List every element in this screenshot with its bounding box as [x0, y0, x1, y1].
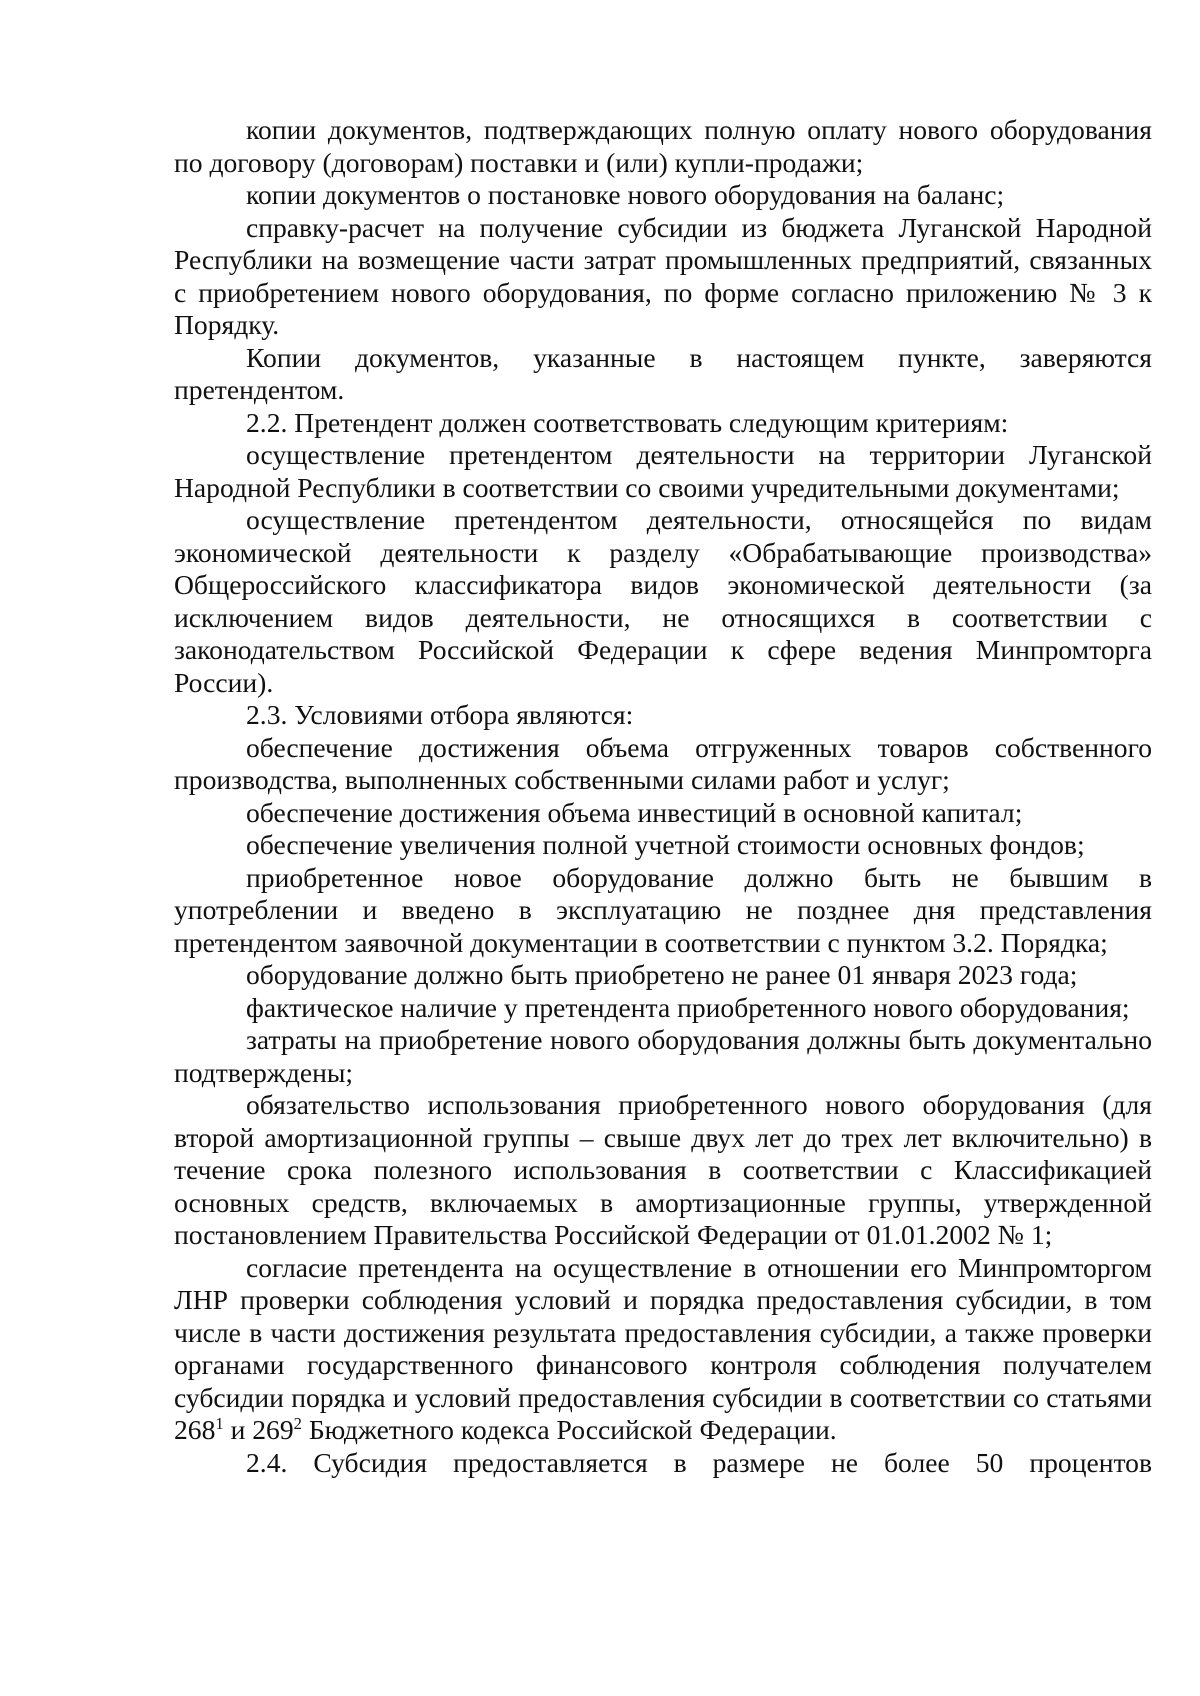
condition-new-equipment: приобретенное новое оборудование должно быть не бывшим в употреблении и введено в эксплуатацию не позднее дня представления претендентом заявочной документации в соответствии с пунктом 3.2. Порядка;: [174, 861, 1152, 958]
condition-costs-documented: затраты на приобретение нового оборудования должны быть документально подтверждены;: [174, 1024, 1152, 1088]
paragraph-calculation-certificate: справку-расчет на получение субсидии из бюджета Луганской Народной Республики на возмещение части затрат промышленных предприятий, связанных с приобретением нового оборудования, по форме согласно приложению № 3 к Порядку.: [174, 211, 1152, 340]
paragraph-payment-copies: копии документов, подтверждающих полную оплату нового оборудования по договору (договорам) поставки и (или) купли-продажи;: [174, 114, 1152, 178]
criterion-activity-type: осуществление претендентом деятельности, относящейся по видам экономической деятельности к разделу «Обрабатывающие производства» Общероссийского классификатора видов экономической деятельности (за исключением видов деятельности, не относящихся в соответствии с законодательством Российской Федерации к сфере ведения Минпромторга России).: [174, 504, 1152, 698]
superscript-article-269: 2: [293, 1414, 302, 1434]
condition-investment-volume: обеспечение достижения объема инвестиций в основной капитал;: [246, 796, 1023, 828]
section-2-2-heading: 2.2. Претендент должен соответствовать следующим критериям:: [246, 406, 1009, 438]
section-2-4-start: 2.4. Субсидия предоставляется в размере не более 50 процентов: [246, 1446, 1152, 1478]
condition-purchase-date: оборудование должно быть приобретено не ранее 01 января 2023 года;: [246, 959, 1078, 990]
condition-fixed-assets: обеспечение увеличения полной учетной стоимости основных фондов;: [246, 829, 1085, 860]
criterion-territory: осуществление претендентом деятельности на территории Луганской Народной Республики в соответствии со своими учредительными документами;: [174, 439, 1152, 503]
condition-shipment-volume: обеспечение достижения объема отгруженных товаров собственного производства, выполненных собственными силами работ и услуг;: [174, 731, 1152, 795]
consent-text-part-2: и 269: [223, 1414, 294, 1445]
paragraph-balance-copies: копии документов о постановке нового оборудования на баланс;: [246, 179, 1005, 210]
paragraph-certification-note: Копии документов, указанные в настоящем пункте, заверяются претендентом.: [174, 341, 1152, 405]
consent-text-part-3: Бюджетного кодекса Российской Федерации.: [301, 1414, 837, 1445]
document-body: [174, 114, 1152, 1479]
consent-text-part-1: согласие претендента на осуществление в отношении его Минпромторгом ЛНР проверки соблюдения условий и порядка предоставления субсидии, в том числе в части достижения результата предоставления субсидии, а также проверки органами государственного финансового контроля соблюдения получателем субсидии порядка и условий предоставления субсидии в соответствии со статьями 268: [174, 1251, 1152, 1445]
condition-inspection-consent: [174, 1252, 1152, 1447]
condition-usage-obligation: обязательство использования приобретенного нового оборудования (для второй амортизационной группы – свыше двух лет до трех лет включительно) в течение срока полезного использования в соответствии с Классификацией основных средств, включаемых в амортизационные группы, утвержденной постановлением Правительства Российской Федерации от 01.01.2002 № 1;: [174, 1089, 1152, 1250]
condition-equipment-presence: фактическое наличие у претендента приобретенного нового оборудования;: [246, 991, 1130, 1023]
superscript-article-268: 1: [215, 1414, 224, 1434]
section-2-3-heading: 2.3. Условиями отбора являются:: [246, 699, 634, 730]
